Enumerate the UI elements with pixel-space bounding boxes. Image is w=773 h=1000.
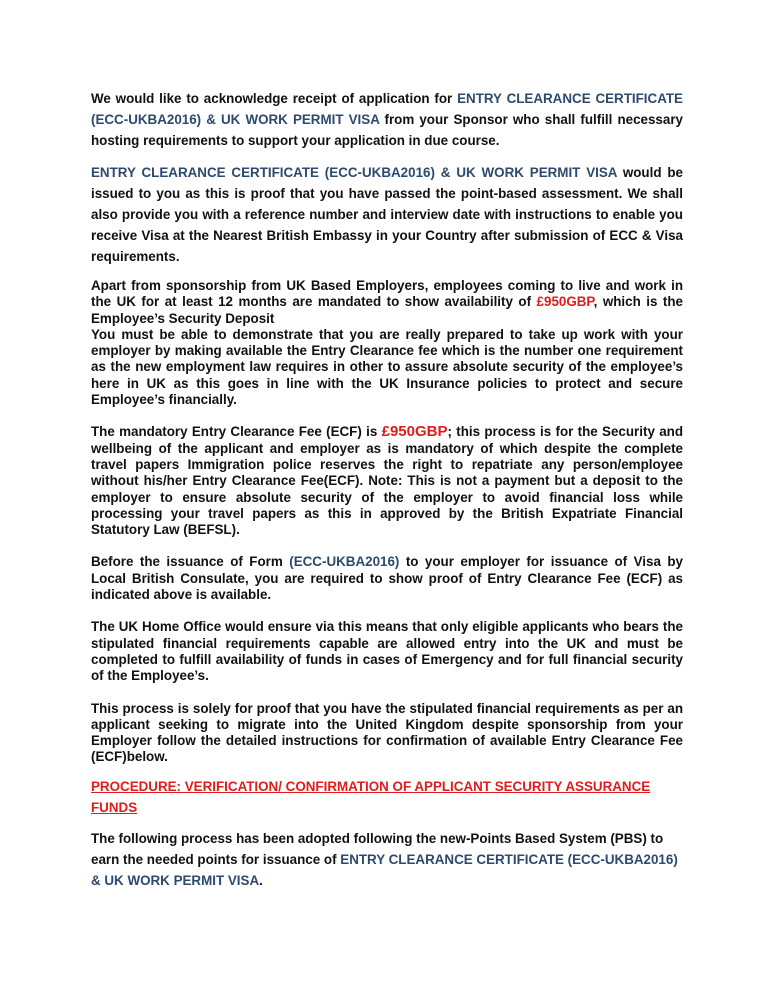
paragraph-pbs — [91, 828, 683, 891]
text: ; this process is for the Security and wellbeing of the applicant and employer as is mandatory of which despite the complete travel papers Immigration police reserves the right to repatriate any person/employee without his/her Entry Clearance Fee(ECF). Note: This is not a payment but a deposit to the employer to ensure absolute security of the employer to avoid financial loss while processing your travel papers as this in approved by the British Expatriate Financial Statutory Law (BEFSL). — [91, 424, 684, 538]
certificate-name: ENTRY CLEARANCE CERTIFICATE (ECC-UKBA2016) & UK WORK PERMIT VISA — [91, 851, 678, 888]
paragraph-proof: This process is solely for proof that you have the stipulated financial requirements as per an applicant seeking to migrate into the United Kingdom despite sponsorship from your Employer follow the detailed instructions for confirmation of available Entry Clearance Fee (ECF)below. — [91, 700, 683, 765]
paragraph-form-issuance — [91, 554, 683, 603]
paragraph-home-office: The UK Home Office would ensure via this means that only eligible applicants who bears the stipulated financial requirements capable are allowed entry into the UK and must be completed to fulfill availability of funds in cases of Emergency and for full financial security of the Employee’s. — [91, 619, 683, 684]
certificate-name: ENTRY CLEARANCE CERTIFICATE (ECC-UKBA2016) & UK WORK PERMIT VISA — [91, 91, 683, 127]
text: Before the issuance of Form — [91, 554, 290, 570]
text: We would like to acknowledge receipt of application for — [91, 91, 458, 106]
paragraph-certificate-issue — [91, 162, 683, 267]
text: The mandatory Entry Clearance Fee (ECF) is — [91, 424, 382, 440]
text: from your Sponsor who shall fulfill necessary hosting requirements to support your application in due course. — [91, 112, 683, 148]
paragraph-mandatory-fee — [91, 424, 683, 538]
form-code: (ECC-UKBA2016) — [289, 554, 400, 570]
paragraph-acknowledgement — [91, 88, 683, 151]
certificate-name: ENTRY CLEARANCE CERTIFICATE (ECC-UKBA2016) & UK WORK PERMIT VISA — [91, 165, 617, 180]
paragraph-demonstrate: You must be able to demonstrate that you are really prepared to take up work with your employer by making available the Entry Clearance fee which is the number one requirement as the new employment law requires in other to assure absolute security of the employee’s here in UK as this goes in line with the UK Insurance policies to protect and secure Employee’s financially. — [91, 326, 683, 408]
fee-amount: £950GBP — [381, 423, 448, 441]
fee-amount: £950GBP — [536, 294, 594, 310]
text: . — [259, 872, 263, 888]
procedure-heading: PROCEDURE: VERIFICATION/ CONFIRMATION OF APPLICANT SECURITY ASSURANCE FUNDS — [91, 778, 651, 815]
text: to your employer for issuance of Visa by Local British Consulate, you are required to show proof of Entry Clearance Fee (ECF) as indicated above is available. — [91, 554, 683, 603]
text: would be issued to you as this is proof that you have passed the point-based assessment. We shall also provide you with a reference number and interview date with instructions to enable you receive Visa at the Nearest British Embassy in your Country after submission of ECC & Visa requirements. — [91, 165, 683, 264]
text: , which is the Employee’s Security Deposit — [91, 294, 684, 326]
document-page — [91, 88, 683, 891]
text: Apart from sponsorship from UK Based Employers, employees coming to live and work in the UK for at least 12 months are mandated to show availability of — [91, 278, 683, 310]
paragraph-sponsorship — [91, 278, 683, 327]
text: The following process has been adopted following the new-Points Based System (PBS) to earn the needed points for issuance of — [91, 830, 664, 867]
